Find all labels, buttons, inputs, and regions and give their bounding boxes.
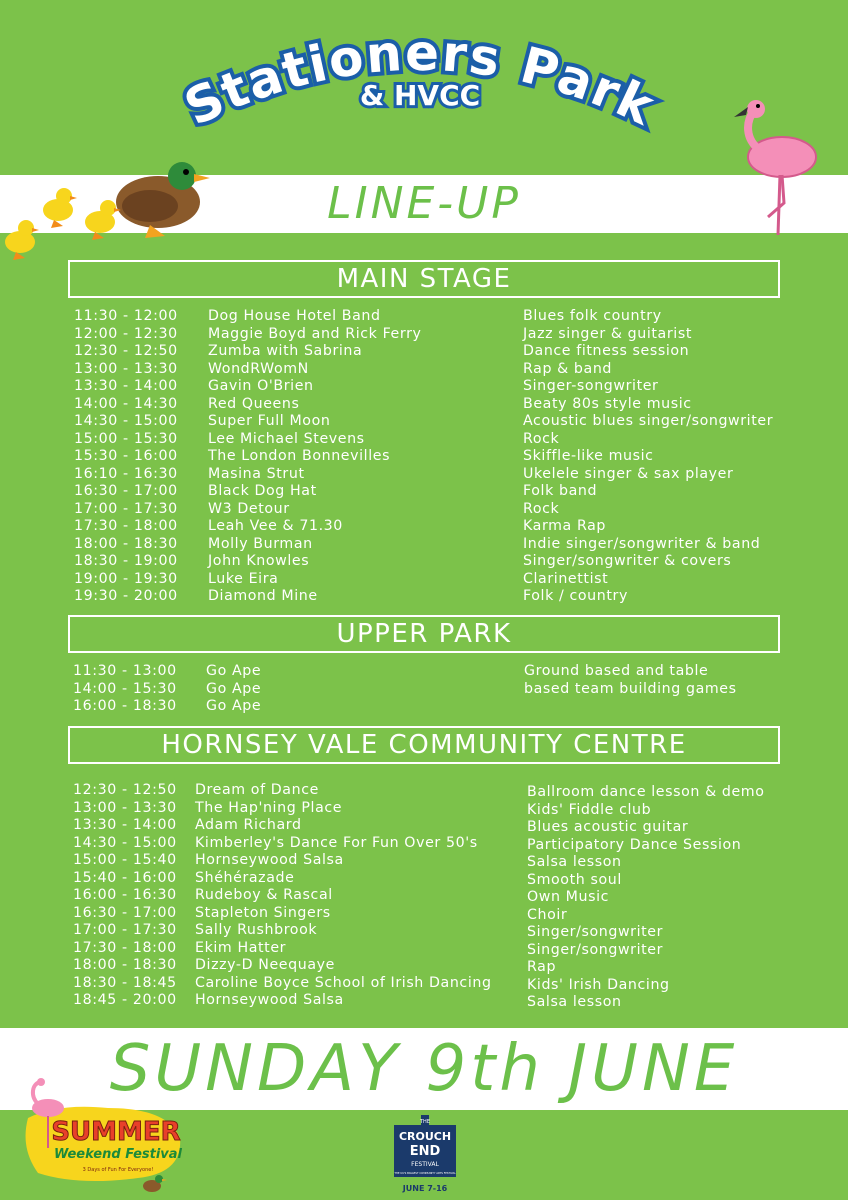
schedule-act: Molly Burman	[208, 535, 313, 552]
schedule-time: 18:30 - 18:45	[73, 974, 177, 991]
schedule-description: Singer/songwriter	[527, 924, 664, 940]
schedule-time: 16:30 - 17:00	[73, 904, 177, 921]
schedule-description: Indie singer/songwriter & band	[523, 535, 761, 552]
schedule-act: Shéhérazade	[195, 869, 295, 886]
schedule-row	[0, 448, 848, 466]
schedule-description: Rap	[527, 959, 557, 975]
schedule-row	[0, 817, 848, 835]
schedule-time: 13:00 - 13:30	[73, 799, 177, 816]
schedule-description: Choir	[527, 906, 568, 923]
crouch-end-festival-logo	[388, 1115, 462, 1195]
schedule-time: 19:00 - 19:30	[74, 570, 178, 587]
schedule-description: Kids' Irish Dancing	[527, 976, 670, 993]
schedule-time: 15:40 - 16:00	[73, 869, 177, 886]
duckling-icon	[5, 220, 39, 260]
schedule-time: 13:30 - 14:00	[74, 378, 178, 394]
schedule-row	[0, 396, 848, 414]
schedule-time: 15:00 - 15:40	[73, 852, 177, 868]
schedule-act: Maggie Boyd and Rick Ferry	[208, 325, 422, 342]
schedule-act: John Knowles	[208, 553, 310, 569]
schedule-description: Rap & band	[523, 360, 613, 377]
schedule-description: Dance fitness session	[523, 343, 690, 359]
schedule-description: Skiffle-like music	[523, 448, 654, 464]
schedule-row	[0, 501, 848, 519]
schedule-row	[0, 835, 848, 853]
title-line1: Stationers Park	[175, 23, 665, 138]
schedule-act: Dream of Dance	[195, 782, 319, 798]
schedule-description: based team building games	[524, 680, 737, 697]
schedule-time: 16:30 - 17:00	[74, 483, 178, 499]
schedule-row	[0, 940, 848, 958]
schedule-description: Beaty 80s style music	[523, 395, 692, 412]
schedule-time: 14:00 - 15:30	[73, 680, 177, 697]
duck-icon	[143, 1175, 167, 1192]
schedule-time: 14:30 - 15:00	[74, 413, 178, 429]
schedule-time: 17:00 - 17:30	[73, 922, 177, 938]
schedule-act: Luke Eira	[208, 570, 279, 587]
crouch-logo-dates: JUNE 7-16	[402, 1184, 448, 1193]
schedule-act: W3 Detour	[208, 500, 290, 517]
schedule-row	[0, 698, 848, 716]
schedule-act: WondRWomN	[208, 360, 309, 377]
schedule-time: 15:00 - 15:30	[74, 430, 178, 447]
crouch-logo-crouch: CROUCH	[398, 1130, 452, 1143]
title-line2: & HVCC	[359, 79, 481, 112]
schedule-act: Sally Rushbrook	[195, 922, 318, 938]
schedule-description: Blues folk country	[523, 308, 662, 324]
schedule-row	[0, 483, 848, 501]
schedule-row	[0, 905, 848, 923]
schedule-row	[0, 975, 848, 993]
schedule-time: 12:00 - 12:30	[74, 325, 178, 342]
schedule-act: Dizzy-D Neequaye	[195, 957, 335, 973]
schedule-description: Clarinettist	[523, 570, 609, 587]
schedule-row	[0, 800, 848, 818]
schedule-time: 16:00 - 16:30	[73, 887, 177, 903]
schedule-row	[0, 571, 848, 589]
schedule-time: 15:30 - 16:00	[74, 448, 178, 464]
schedule-act: Hornseywood Salsa	[195, 992, 344, 1008]
schedule-row	[0, 431, 848, 449]
schedule-time: 12:30 - 12:50	[73, 782, 177, 798]
schedule-description: Singer/songwriter & covers	[523, 553, 732, 569]
schedule-row	[0, 536, 848, 554]
schedule-description: Jazz singer & guitarist	[523, 325, 692, 342]
schedule-act: Super Full Moon	[208, 413, 331, 429]
schedule-description: Ground based and table	[524, 663, 709, 679]
schedule-description: Ballroom dance lesson & demo	[527, 784, 765, 800]
schedule-act: The Hap'ning Place	[195, 799, 343, 816]
schedule-time: 13:00 - 13:30	[74, 360, 178, 377]
crouch-logo-sub: THE UK'S BIGGEST COMMUNITY ARTS FESTIVAL	[394, 1172, 456, 1175]
schedule-description: Rock	[523, 430, 560, 447]
schedule-act: Leah Vee & 71.30	[208, 518, 343, 534]
schedule-description: Ukelele singer & sax player	[523, 465, 734, 482]
hvcc-schedule	[0, 782, 848, 1010]
poster-title	[140, 10, 700, 180]
summer-logo-line1: SUMMER	[51, 1117, 181, 1147]
schedule-row	[0, 588, 848, 606]
schedule-act: Go Ape	[206, 663, 262, 679]
schedule-description: Blues acoustic guitar	[527, 819, 689, 835]
duckling-icon	[85, 200, 121, 240]
schedule-description: Folk band	[523, 483, 598, 499]
schedule-row	[0, 361, 848, 379]
schedule-description: Karma Rap	[523, 518, 607, 534]
schedule-row	[0, 887, 848, 905]
schedule-time: 17:00 - 17:30	[74, 500, 178, 517]
schedule-description: Salsa lesson	[527, 994, 622, 1010]
schedule-act: Caroline Boyce School of Irish Dancing	[195, 974, 492, 991]
lineup-heading: LINE-UP	[327, 178, 521, 229]
schedule-row	[0, 957, 848, 975]
schedule-row	[0, 922, 848, 940]
crouch-logo-end: END	[409, 1144, 441, 1159]
crouch-logo-festival: FESTIVAL	[411, 1161, 439, 1168]
schedule-row	[0, 343, 848, 361]
schedule-description: Participatory Dance Session	[527, 836, 742, 853]
schedule-time: 18:30 - 19:00	[74, 553, 178, 569]
schedule-row	[0, 466, 848, 484]
schedule-time: 17:30 - 18:00	[74, 518, 178, 534]
schedule-description: Own Music	[527, 889, 610, 905]
schedule-act: Rudeboy & Rascal	[195, 887, 333, 903]
schedule-row	[0, 518, 848, 536]
schedule-row	[0, 378, 848, 396]
schedule-time: 19:30 - 20:00	[74, 588, 178, 604]
schedule-act: Hornseywood Salsa	[195, 852, 344, 868]
schedule-act: Zumba with Sabrina	[208, 343, 363, 359]
schedule-row	[0, 852, 848, 870]
schedule-act: Adam Richard	[195, 817, 302, 833]
schedule-act: Stapleton Singers	[195, 904, 331, 921]
schedule-act: Lee Michael Stevens	[208, 430, 365, 447]
schedule-row	[0, 553, 848, 571]
schedule-act: The London Bonnevilles	[208, 448, 391, 464]
schedule-time: 14:00 - 14:30	[74, 395, 178, 412]
schedule-act: Go Ape	[206, 698, 262, 714]
schedule-time: 12:30 - 12:50	[74, 343, 178, 359]
schedule-act: Diamond Mine	[208, 588, 318, 604]
schedule-act: Red Queens	[208, 395, 300, 412]
schedule-row	[0, 681, 848, 699]
schedule-time: 14:30 - 15:00	[73, 834, 177, 851]
schedule-description: Folk / country	[523, 588, 628, 604]
schedule-time: 16:10 - 16:30	[74, 465, 178, 482]
schedule-row	[0, 870, 848, 888]
schedule-description: Acoustic blues singer/songwriter	[523, 413, 774, 429]
section-heading-hvcc: HORNSEY VALE COMMUNITY CENTRE	[68, 726, 780, 764]
schedule-time: 11:30 - 13:00	[73, 663, 177, 679]
schedule-act: Ekim Hatter	[195, 939, 287, 956]
schedule-description: Kids' Fiddle club	[527, 801, 652, 818]
duckling-icon	[43, 188, 77, 228]
schedule-row	[0, 663, 848, 681]
summer-logo-line2: Weekend Festival	[53, 1147, 183, 1162]
schedule-act: Go Ape	[206, 680, 262, 697]
schedule-time: 17:30 - 18:00	[73, 939, 177, 956]
summer-logo-tagline: 3 Days of Fun For Everyone!	[82, 1167, 154, 1173]
schedule-row	[0, 308, 848, 326]
schedule-act: Kimberley's Dance For Fun Over 50's	[195, 834, 478, 851]
schedule-description: Salsa lesson	[527, 854, 622, 870]
schedule-time: 11:30 - 12:00	[74, 308, 178, 324]
schedule-description: Smooth soul	[527, 871, 622, 888]
section-heading-upper-park: UPPER PARK	[68, 615, 780, 653]
crouch-logo-the: THE	[420, 1119, 430, 1125]
schedule-description: Singer-songwriter	[523, 378, 659, 394]
duck-icon	[116, 162, 210, 238]
schedule-time: 18:00 - 18:30	[74, 535, 178, 552]
event-date: SUNDAY 9th JUNE	[109, 1032, 739, 1106]
schedule-row	[0, 992, 848, 1010]
schedule-description: Rock	[523, 500, 560, 517]
upper-park-schedule	[0, 663, 848, 716]
schedule-act: Masina Strut	[208, 465, 305, 482]
flamingo-icon	[720, 95, 830, 240]
duck-family-icon	[0, 150, 215, 270]
schedule-act: Dog House Hotel Band	[208, 308, 381, 324]
schedule-row	[0, 413, 848, 431]
schedule-row	[0, 326, 848, 344]
main-stage-schedule	[0, 308, 848, 606]
schedule-time: 18:45 - 20:00	[73, 992, 177, 1008]
schedule-act: Gavin O'Brien	[208, 378, 314, 394]
schedule-act: Black Dog Hat	[208, 483, 317, 499]
schedule-description: Singer/songwriter	[527, 941, 664, 958]
section-heading-main-stage: MAIN STAGE	[68, 260, 780, 298]
schedule-time: 16:00 - 18:30	[73, 698, 177, 714]
schedule-time: 18:00 - 18:30	[73, 957, 177, 973]
summer-festival-logo	[18, 1078, 188, 1196]
schedule-row	[0, 782, 848, 800]
schedule-time: 13:30 - 14:00	[73, 817, 177, 833]
